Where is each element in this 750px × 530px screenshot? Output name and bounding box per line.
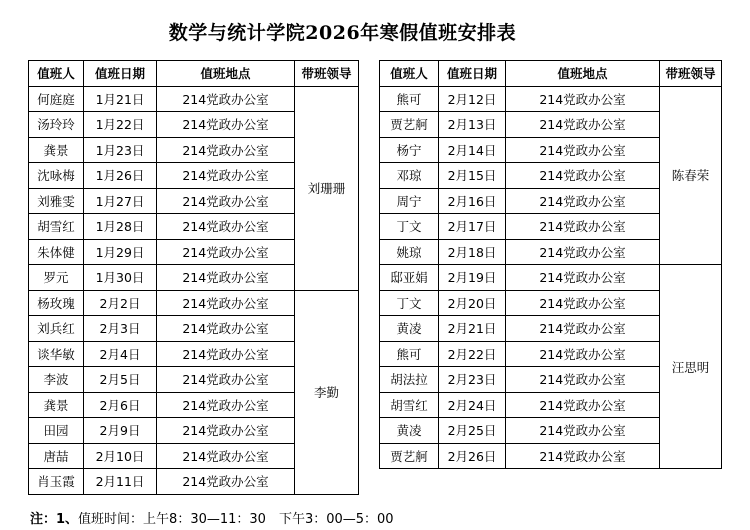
cell-date: 2月9日 [84,418,157,444]
header-leader: 带班领导 [295,61,359,87]
page-title: 数学与统计学院2026年寒假值班安排表 [168,22,517,44]
cell-person: 杨宁 [380,137,439,163]
cell-date: 1月30日 [84,265,157,291]
cell-date: 2月5日 [84,367,157,393]
table-row [380,265,722,291]
cell-place: 214党政办公室 [506,316,660,342]
cell-person: 汤玲玲 [29,112,84,138]
cell-person: 周宁 [380,188,439,214]
cell-date: 2月10日 [84,443,157,469]
cell-date: 2月26日 [439,443,506,469]
cell-date: 2月18日 [439,239,506,265]
cell-person: 邸亚娟 [380,265,439,291]
header-date: 值班日期 [439,61,506,87]
cell-place: 214党政办公室 [506,137,660,163]
cell-place: 214党政办公室 [506,290,660,316]
cell-date: 2月12日 [439,86,506,112]
cell-date: 2月22日 [439,341,506,367]
cell-person: 罗元 [29,265,84,291]
cell-person: 姚琼 [380,239,439,265]
cell-date: 2月17日 [439,214,506,240]
cell-date: 2月25日 [439,418,506,444]
table-header-row [380,61,722,87]
cell-place: 214党政办公室 [157,316,295,342]
cell-person: 杨玫瑰 [29,290,84,316]
cell-date: 2月4日 [84,341,157,367]
header-leader: 带班领导 [660,61,722,87]
table-header-row [29,61,359,87]
cell-place: 214党政办公室 [157,418,295,444]
cell-place: 214党政办公室 [506,86,660,112]
duty-table-right [379,60,722,469]
cell-place: 214党政办公室 [157,392,295,418]
cell-person: 熊可 [380,341,439,367]
table-row [29,290,359,316]
header-place: 值班地点 [157,61,295,87]
cell-place: 214党政办公室 [506,265,660,291]
cell-person: 熊可 [380,86,439,112]
cell-person: 谈华敏 [29,341,84,367]
cell-place: 214党政办公室 [506,214,660,240]
cell-date: 2月6日 [84,392,157,418]
cell-leader: 陈春荣 [660,86,722,265]
cell-person: 贾艺舸 [380,443,439,469]
cell-place: 214党政办公室 [157,163,295,189]
cell-person: 肖玉霞 [29,469,84,495]
header-place: 值班地点 [506,61,660,87]
footnote [30,508,394,527]
cell-place: 214党政办公室 [506,418,660,444]
cell-place: 214党政办公室 [157,214,295,240]
header-person: 值班人 [380,61,439,87]
table-row [29,86,359,112]
cell-place: 214党政办公室 [157,265,295,291]
cell-place: 214党政办公室 [157,341,295,367]
cell-person: 胡法拉 [380,367,439,393]
cell-place: 214党政办公室 [157,137,295,163]
cell-place: 214党政办公室 [157,188,295,214]
cell-date: 2月3日 [84,316,157,342]
cell-person: 黄凌 [380,418,439,444]
cell-place: 214党政办公室 [506,341,660,367]
cell-date: 2月20日 [439,290,506,316]
cell-person: 朱体健 [29,239,84,265]
table-row [380,86,722,112]
cell-person: 刘雅雯 [29,188,84,214]
cell-date: 2月23日 [439,367,506,393]
cell-place: 214党政办公室 [157,112,295,138]
cell-date: 2月14日 [439,137,506,163]
cell-place: 214党政办公室 [157,290,295,316]
cell-person: 刘兵红 [29,316,84,342]
cell-date: 1月21日 [84,86,157,112]
cell-date: 2月2日 [84,290,157,316]
cell-person: 邓琼 [380,163,439,189]
cell-place: 214党政办公室 [157,367,295,393]
cell-date: 2月21日 [439,316,506,342]
cell-place: 214党政办公室 [506,188,660,214]
cell-date: 1月23日 [84,137,157,163]
cell-date: 1月27日 [84,188,157,214]
cell-place: 214党政办公室 [506,443,660,469]
cell-place: 214党政办公室 [157,443,295,469]
cell-person: 丁文 [380,214,439,240]
footnote-text: 值班时间：上午8：30—11：30 下午3：00—5：00 [78,512,394,527]
cell-date: 1月22日 [84,112,157,138]
cell-person: 唐喆 [29,443,84,469]
cell-place: 214党政办公室 [506,392,660,418]
cell-date: 1月29日 [84,239,157,265]
cell-place: 214党政办公室 [506,367,660,393]
cell-person: 田园 [29,418,84,444]
cell-person: 沈咏梅 [29,163,84,189]
cell-date: 2月24日 [439,392,506,418]
cell-leader: 汪思明 [660,265,722,469]
cell-person: 李波 [29,367,84,393]
cell-date: 2月16日 [439,188,506,214]
cell-leader: 李勤 [295,290,359,494]
cell-place: 214党政办公室 [506,112,660,138]
footnote-prefix: 注：1、 [30,512,79,527]
cell-person: 胡雪红 [380,392,439,418]
cell-person: 贾艺舸 [380,112,439,138]
cell-date: 1月28日 [84,214,157,240]
cell-place: 214党政办公室 [157,86,295,112]
cell-person: 龚景 [29,137,84,163]
cell-place: 214党政办公室 [506,239,660,265]
cell-person: 何庭庭 [29,86,84,112]
cell-date: 2月15日 [439,163,506,189]
duty-table-left [28,60,359,495]
cell-date: 2月13日 [439,112,506,138]
cell-place: 214党政办公室 [157,239,295,265]
cell-place: 214党政办公室 [157,469,295,495]
cell-date: 1月26日 [84,163,157,189]
cell-person: 黄凌 [380,316,439,342]
cell-date: 2月11日 [84,469,157,495]
cell-person: 龚景 [29,392,84,418]
cell-date: 2月19日 [439,265,506,291]
cell-leader: 刘珊珊 [295,86,359,290]
header-person: 值班人 [29,61,84,87]
cell-place: 214党政办公室 [506,163,660,189]
cell-person: 胡雪红 [29,214,84,240]
cell-person: 丁文 [380,290,439,316]
header-date: 值班日期 [84,61,157,87]
